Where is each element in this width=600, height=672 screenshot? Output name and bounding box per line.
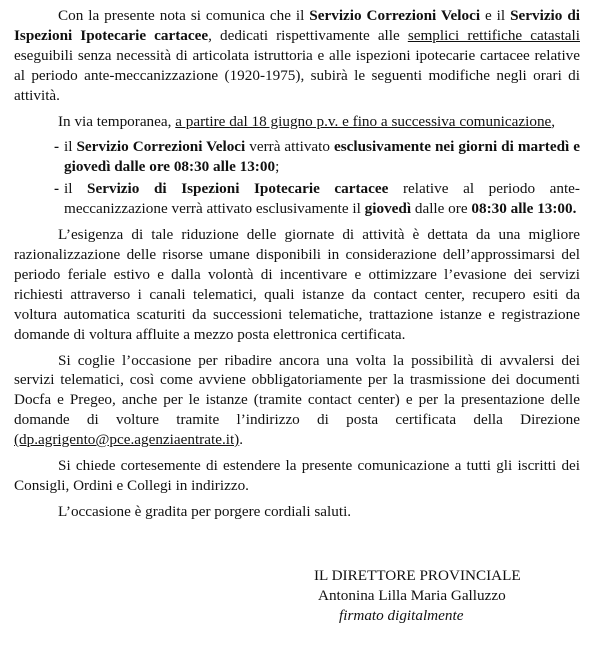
text: , — [551, 112, 556, 130]
underlined-date-range: a partire dal 18 giugno p.v. e fino a successiva comunicazione — [175, 112, 552, 130]
list-item — [14, 137, 580, 177]
bullet-dash: - — [54, 180, 60, 198]
paragraph-request: Si chiede cortesemente di estendere la presente comunicazione a tutti gli iscritti dei Consigli, Ordini e Collegi in indirizzo. — [14, 457, 580, 494]
text: e il — [480, 7, 511, 24]
text: verrà attivato — [245, 138, 334, 156]
text: dalle ore — [411, 200, 472, 218]
pec-address-link[interactable]: (dp.agrigento@pce.agenziaentrate.it) — [14, 431, 240, 449]
text: Con la presente nota si comunica che il — [58, 7, 310, 24]
text: , dedicati rispettivamente alle — [208, 26, 408, 44]
signature-note: firmato digitalmente — [339, 607, 464, 624]
underlined-text: semplici rettifiche catastali — [407, 26, 580, 44]
text: . — [239, 431, 244, 449]
list-item — [14, 179, 580, 219]
service-name-correzioni: Servizio Correzioni Veloci — [309, 7, 481, 24]
schedule-day: giovedì — [364, 200, 412, 218]
paragraph-reason: L’esigenza di tale riduzione delle giornate di attività è dettata da una migliore razionalizzazione delle risorse umane disponibili in considerazione dell’approssimarsi del periodo feriale estivo e dalla volontà di incentivare e ottimizzare l’evasione dei servizi richiesti attraverso i canali telematici, quali istanze da contact center, recupero esiti da voltura automatica scaturiti da successioni telematiche, trattazione istanze e registrazione domande di voltura affluite a mezzo posta elettronica certificata. — [14, 226, 580, 343]
text: relative al periodo ante-meccanizzazione verrà attivato esclusivamente il — [64, 180, 580, 218]
service-name-correzioni: Servizio Correzioni Veloci — [76, 138, 246, 156]
schedule-days: esclusivamente nei giorni di martedì e giovedì dalle ore 08:30 alle 13:00 — [64, 138, 580, 176]
paragraph-telematic — [14, 351, 580, 451]
text: Si coglie l’occasione per ribadire ancora una volta la possibilità di avvalersi dei servizi telematici, così come avviene obbligatoriamente per la trasmissione dei documenti Docfa e Pregeo, anche per le istanze (tramite contact center) e per la presentazione delle domande di volture tramite l’indirizzo di posta certificata della Direzione — [14, 351, 580, 429]
service-name-ispezioni: Servizio di Ispezioni Ipotecarie cartacee — [87, 180, 389, 198]
bullet-dash: - — [54, 138, 60, 156]
signature-block — [314, 566, 574, 626]
text: In via temporanea, — [58, 112, 176, 130]
paragraph-intro — [14, 6, 580, 106]
signature-title: IL DIRETTORE PROVINCIALE — [314, 567, 521, 584]
paragraph-temporary — [14, 112, 580, 132]
signature-name: Antonina Lilla Maria Galluzzo — [318, 587, 506, 604]
text: eseguibili senza necessità di articolata istruttoria e alle ispezioni ipotecarie cartacee relative al periodo ante-meccanizzazione (1920-1975), subirà le seguenti modifiche negli orari di attività. — [14, 46, 580, 104]
service-name-ispezioni: Servizio di Ispezioni Ipotecarie cartacee — [14, 7, 580, 44]
text: ; — [275, 158, 280, 176]
text: il — [64, 138, 77, 156]
text: il — [64, 180, 88, 198]
schedule-hours: 08:30 alle 13:00. — [471, 200, 577, 218]
paragraph-closing: L’occasione è gradita per porgere cordiali saluti. — [58, 502, 352, 520]
schedule-list — [14, 137, 580, 219]
